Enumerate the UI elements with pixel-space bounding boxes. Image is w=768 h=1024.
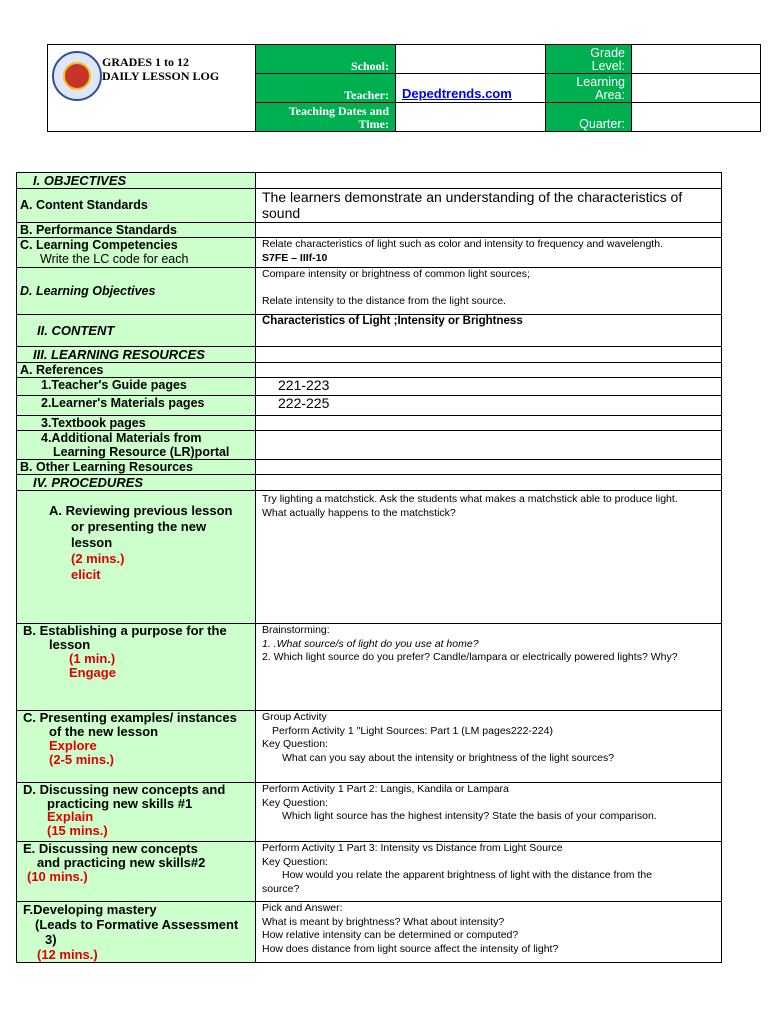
procedure-f-text: Pick and Answer: What is meant by brightness? What about intensity? How relative intensity can be determined or computed? How does distance from light source affect the intensity of light? <box>256 902 722 963</box>
procedure-e-text: Perform Activity 1 Part 3: Intensity vs Distance from Light Source Key Question: How would you relate the apparent brightness of light with the distance from the source? <box>256 842 722 902</box>
teaching-dates-label: Teaching Dates and Time: <box>256 103 396 132</box>
teacher-field[interactable] <box>396 74 546 103</box>
content-standards-label: A. Content Standards <box>17 189 256 223</box>
procedure-f-label: F.Developing mastery (Leads to Formative Assessment 3) (12 mins.) <box>17 902 256 963</box>
learning-objectives-label: D. Learning Objectives <box>17 268 256 315</box>
learning-resources-heading: III. LEARNING RESOURCES <box>17 347 256 363</box>
objectives-heading: I. OBJECTIVES <box>17 173 256 189</box>
procedure-b-label: B. Establishing a purpose for the lesson (1 min.) Engage <box>17 624 256 711</box>
procedure-e-label: E. Discussing new concepts and practicing new skills#2 (10 mins.) <box>17 842 256 902</box>
lesson-log-table <box>16 172 722 963</box>
content-heading: II. CONTENT <box>17 315 256 347</box>
other-resources-label: B. Other Learning Resources <box>17 460 256 475</box>
grade-level-field[interactable] <box>632 45 761 74</box>
procedure-a-text: Try lighting a matchstick. Ask the students what makes a matchstick able to produce light. What actually happens to the matchstick? <box>256 491 722 624</box>
learning-objectives-value: Compare intensity or brightness of common light sources; Relate intensity to the distance from the light source. <box>256 268 722 315</box>
learning-competencies-value: Relate characteristics of light such as color and intensity to frequency and wavelength. S7FE – IIIf-10 <box>256 238 722 268</box>
teachers-guide-value: 221-223 <box>256 378 722 396</box>
references-label: A. References <box>17 363 256 378</box>
learning-area-label: Learning Area: <box>546 74 632 103</box>
procedure-c-text: Group Activity Perform Activity 1 "Light Sources: Part 1 (LM pages222-224) Key Question: What can you say about the intensity or brightness of the light sources? <box>256 711 722 783</box>
header-table <box>47 44 761 132</box>
deped-seal-icon <box>52 51 102 101</box>
teacher-label: Teacher: <box>256 74 396 103</box>
procedure-c-label: C. Presenting examples/ instances of the new lesson Explore (2-5 mins.) <box>17 711 256 783</box>
title-line-2: DAILY LESSON LOG <box>102 69 220 83</box>
title-line-1: GRADES 1 to 12 <box>102 55 190 69</box>
school-label: School: <box>256 45 396 74</box>
procedure-a-label: A. Reviewing previous lesson or presenting the new lesson (2 mins.) elicit <box>17 491 256 624</box>
school-field[interactable] <box>396 45 546 74</box>
learners-materials-label: 2.Learner's Materials pages <box>17 396 256 416</box>
quarter-label: Quarter: <box>546 103 632 132</box>
content-value: Characteristics of Light ;Intensity or Brightness <box>256 315 722 347</box>
teachers-guide-label: 1.Teacher's Guide pages <box>17 378 256 396</box>
learning-area-field[interactable] <box>632 74 761 103</box>
procedures-heading: IV. PROCEDURES <box>17 475 256 491</box>
content-standards-value: The learners demonstrate an understanding of the characteristics of sound <box>256 189 722 223</box>
grade-level-label: Grade Level: <box>546 45 632 74</box>
performance-standards-value <box>256 223 722 238</box>
textbook-label: 3.Textbook pages <box>17 416 256 431</box>
additional-materials-label: 4.Additional Materials from Learning Resource (LR)portal <box>17 431 256 460</box>
header-title-cell <box>48 45 256 132</box>
teacher-link[interactable]: Depedtrends.com <box>402 86 512 101</box>
teaching-dates-field[interactable] <box>396 103 546 132</box>
procedure-b-text: Brainstorming: 1. .What source/s of light do you use at home? 2. Which light source do you prefer? Candle/lampara or electrically powered lights? Why? <box>256 624 722 711</box>
procedure-d-text: Perform Activity 1 Part 2: Langis, Kandila or Lampara Key Question: Which light source has the highest intensity? State the basis of your comparison. <box>256 783 722 842</box>
learners-materials-value: 222-225 <box>256 396 722 416</box>
performance-standards-label: B. Performance Standards <box>17 223 256 238</box>
learning-competencies-label: C. Learning Competencies Write the LC code for each <box>17 238 256 268</box>
procedure-d-label: D. Discussing new concepts and practicing new skills #1 Explain (15 mins.) <box>17 783 256 842</box>
quarter-field[interactable] <box>632 103 761 132</box>
